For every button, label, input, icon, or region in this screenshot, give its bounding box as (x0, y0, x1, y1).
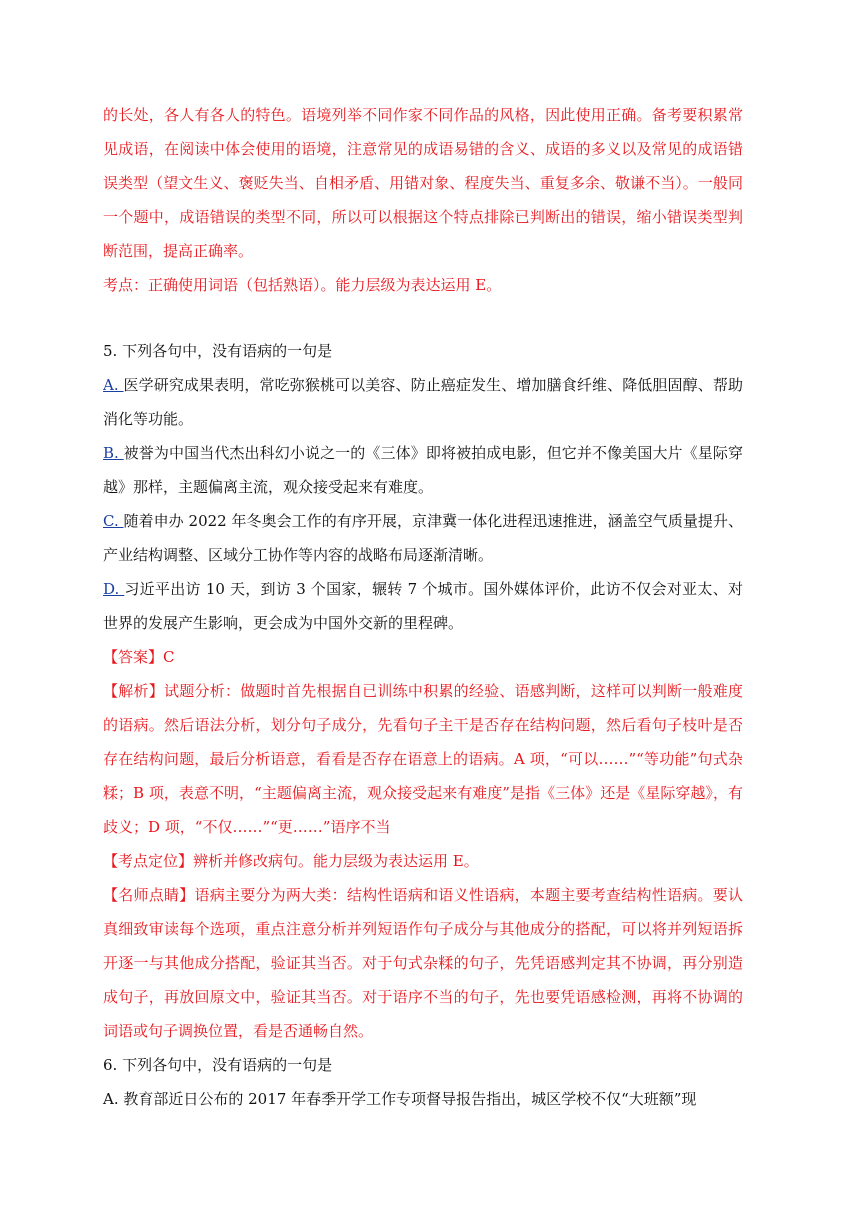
q5-option-c (103, 504, 743, 572)
q5-option-a-text: 医学研究成果表明，常吃弥猴桃可以美容、防止癌症发生、增加膳食纤维、降低胆固醇、帮助消化等功能。 (103, 376, 743, 428)
spacer (103, 302, 743, 334)
q5-stem: 5. 下列各句中，没有语病的一句是 (103, 342, 333, 360)
q6-option-a: A. 教育部近日公布的 2017 年春季开学工作专项督导报告指出，城区学校不仅“大班额”现 (103, 1090, 697, 1108)
q5-option-a-label: A. (103, 376, 124, 394)
q5-option-b-text: 被誉为中国当代杰出科幻小说之一的《三体》即将被拍成电影，但它并不像美国大片《星际穿越》那样，主题偏离主流，观众接受起来有难度。 (103, 444, 743, 496)
q5-option-b-label: B. (103, 444, 124, 462)
prev-analysis-text: 的长处，各人有各人的特色。语境列举不同作家不同作品的风格，因此使用正确。备考要积累常见成语，在阅读中体会使用的语境，注意常见的成语易错的含义、成语的多义以及常见的成语错误类型（望文生义、褒贬失当、自相矛盾、用错对象、程度失当、重复多余、敬谦不当）。一般同一个题中，成语错误的类型不同，所以可以根据这个特点排除已判断出的错误，缩小错误类型判断范围，提高正确率。 (103, 106, 743, 260)
q5-option-a (103, 368, 743, 436)
q5-option-b (103, 436, 743, 504)
q5-answer: 【答案】C (103, 648, 175, 666)
q5-option-c-label: C. (103, 512, 124, 530)
q5-option-c-text: 随着申办 2022 年冬奥会工作的有序开展，京津冀一体化进程迅速推进，涵盖空气质量提升、产业结构调整、区域分工协作等内容的战略布局逐渐清晰。 (103, 512, 743, 564)
q5-analysis: 【解析】试题分析：做题时首先根据自已训练中积累的经验、语感判断，这样可以判断一般难度的语病。然后语法分析，划分句子成分，先看句子主干是否存在结构问题，然后看句子枝叶是否存在结构问题，最后分析语意，看看是否存在语意上的语病。A 项，“可以……”“等功能”句式杂糅；B 项，表意不明，“主题偏离主流，观众接受起来有难度”是指《三体》还是《星际穿越》，有歧义；D 项，“不仅……”“更……”语序不当 (103, 682, 743, 836)
q6-stem: 6. 下列各句中，没有语病的一句是 (103, 1056, 333, 1074)
q5-kaodian: 【考点定位】辨析并修改病句。能力层级为表达运用 E。 (103, 852, 479, 870)
q5-option-d-text: 习近平出访 10 天，到访 3 个国家，辗转 7 个城市。国外媒体评价，此访不仅会对亚太、对世界的发展产生影响，更会成为中国外交新的里程碑。 (103, 580, 743, 632)
q5-option-d (103, 572, 743, 640)
q5-mingshi: 【名师点睛】语病主要分为两大类：结构性语病和语义性语病，本题主要考查结构性语病。要认真细致审读每个选项，重点注意分析并列短语作句子成分与其他成分的搭配，可以将并列短语拆开逐一与其他成分搭配，验证其当否。对于句式杂糅的句子，先凭语感判定其不协调，再分别造成句子，再放回原文中，验证其当否。对于语序不当的句子，先也要凭语感检测，再将不协调的词语或句子调换位置，看是否通畅自然。 (103, 886, 743, 1040)
prev-kaodian: 考点：正确使用词语（包括熟语）。能力层级为表达运用 E。 (103, 276, 502, 294)
q5-option-d-label: D. (103, 580, 125, 598)
document-page (103, 98, 743, 1116)
